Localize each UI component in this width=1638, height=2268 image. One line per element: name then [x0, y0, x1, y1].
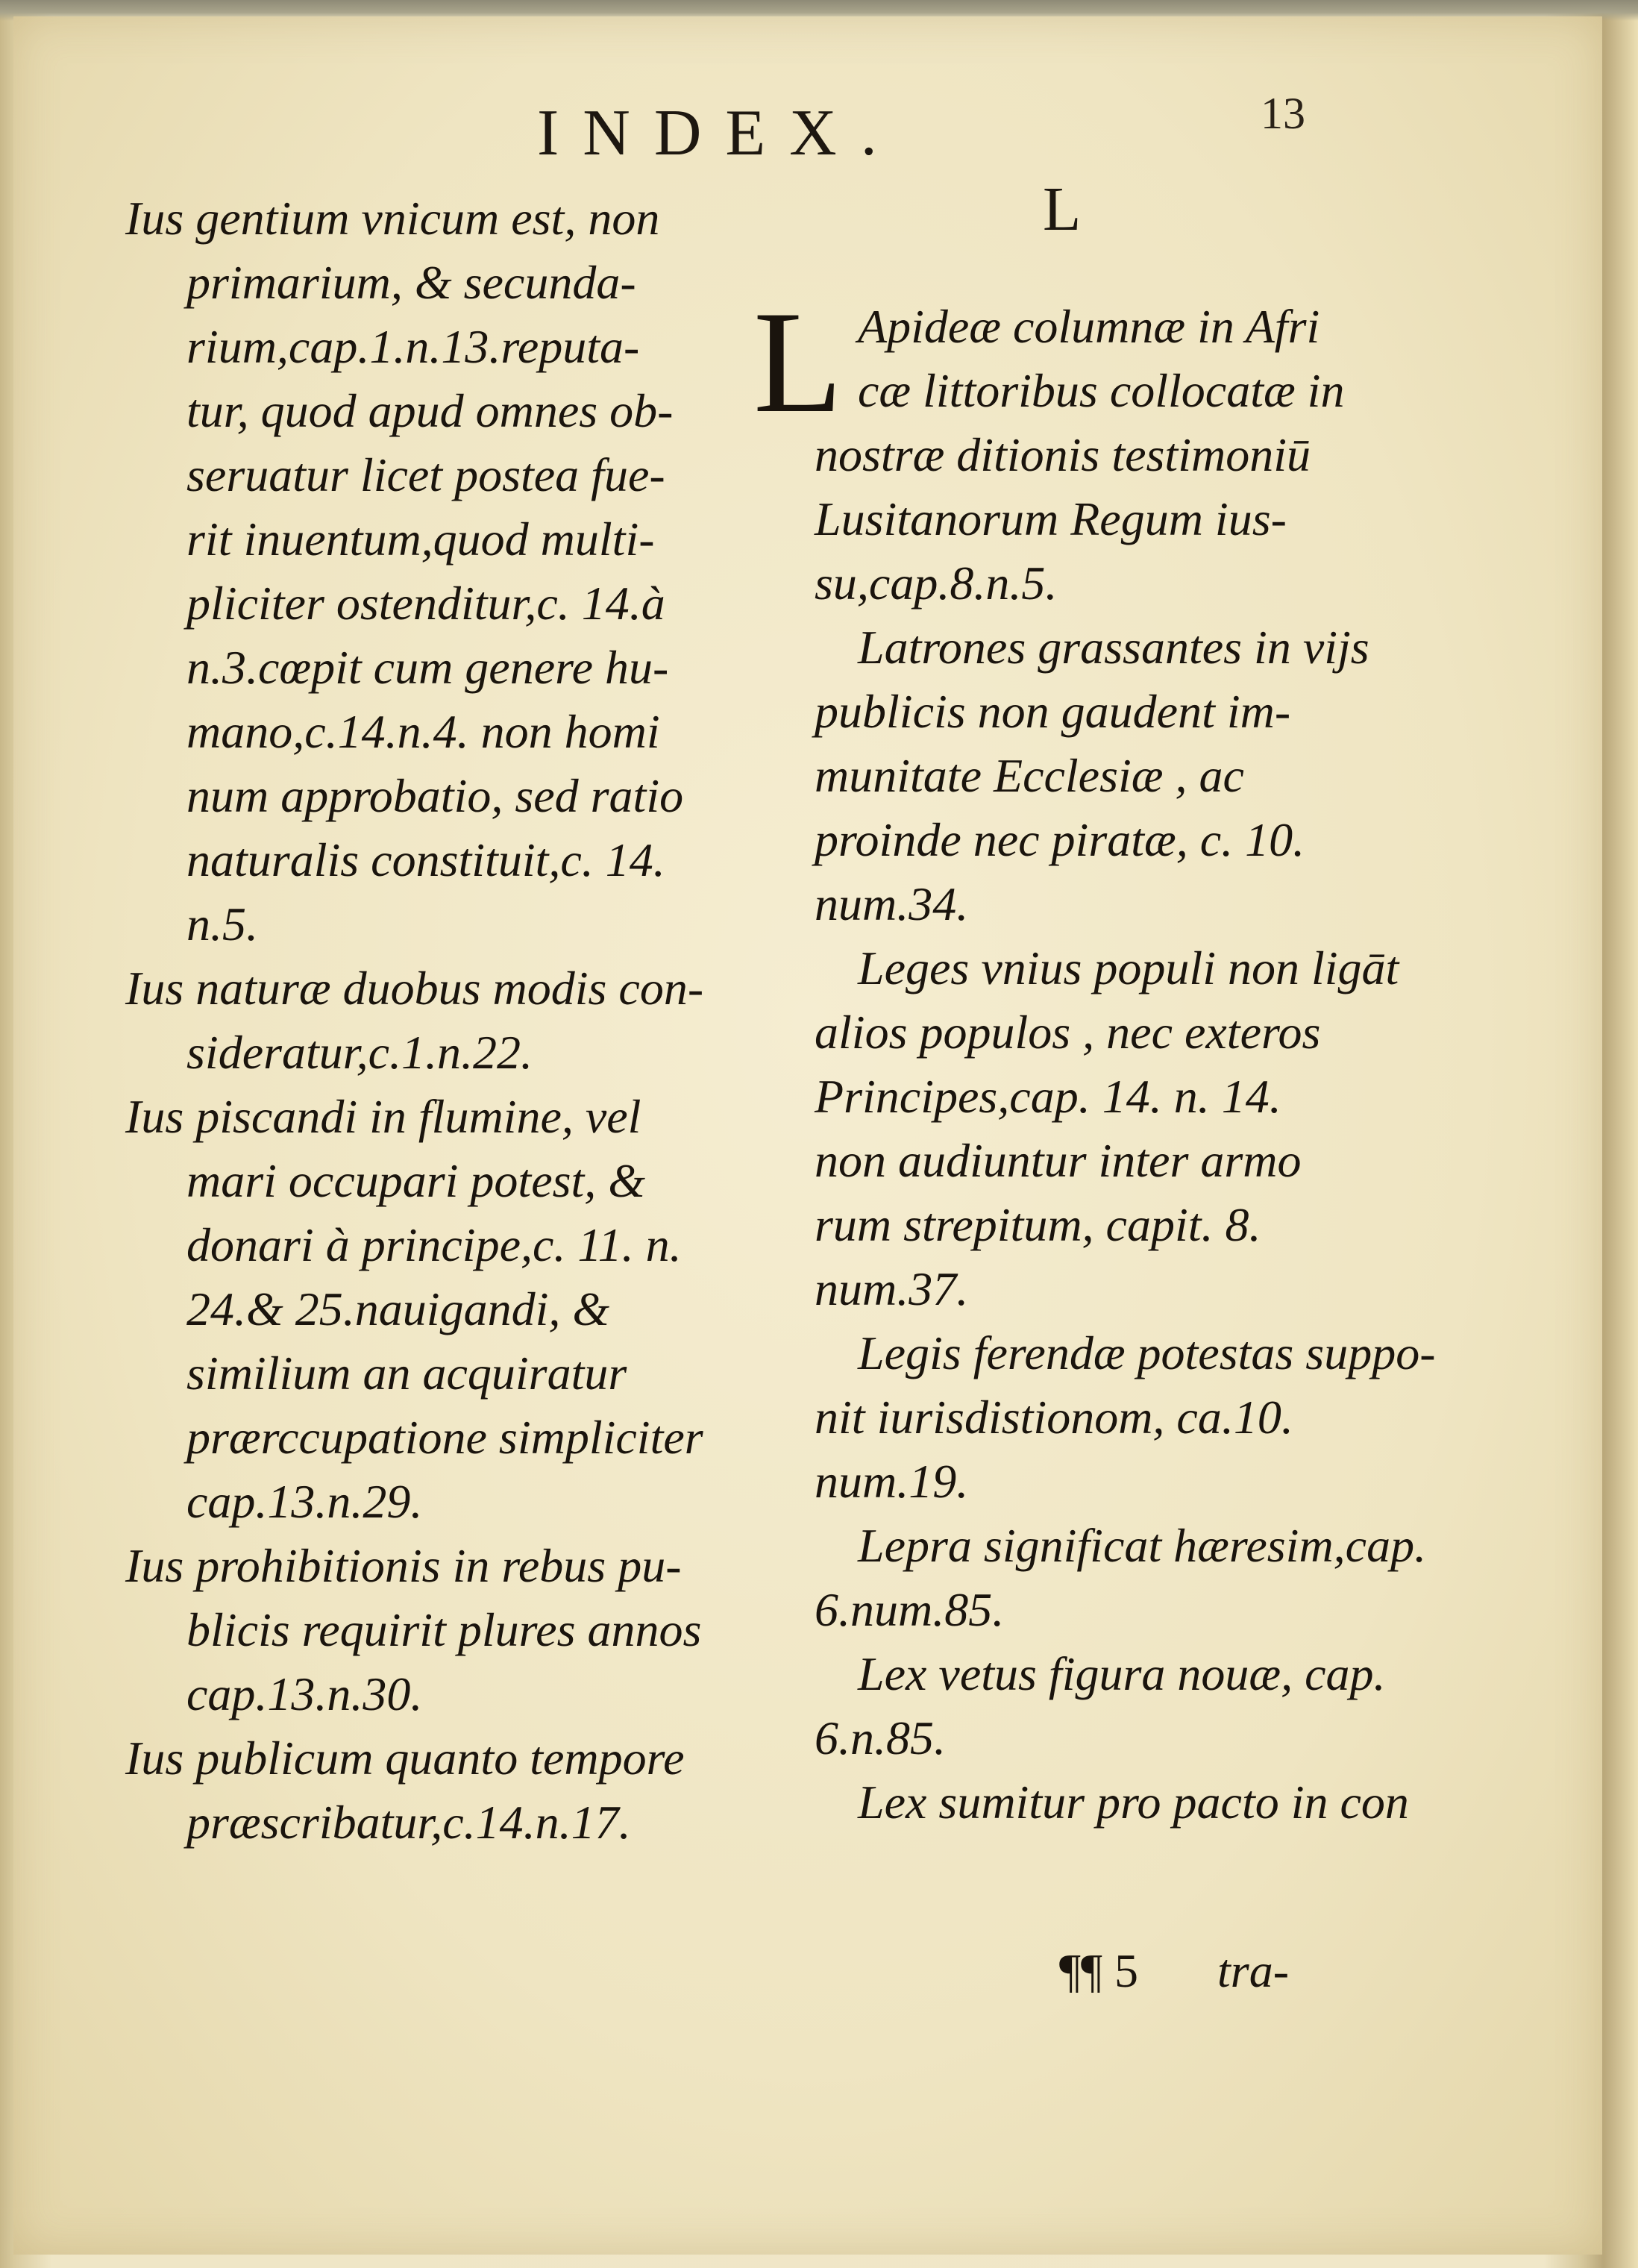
- index-line: munitate Ecclesiæ , ac: [815, 749, 1244, 802]
- index-line: Latrones grassantes in vijs: [858, 621, 1369, 674]
- index-line: alios populos , nec exteros: [815, 1006, 1321, 1059]
- index-line: rum strepitum, capit. 8.: [815, 1198, 1261, 1251]
- index-line: 6.num.85.: [815, 1583, 1005, 1636]
- index-line: Legis ferendæ potestas suppo-: [858, 1326, 1436, 1379]
- index-line: Principes,cap. 14. n. 14.: [815, 1070, 1281, 1123]
- index-line: præscribatur,c.14.n.17.: [186, 1796, 631, 1849]
- index-line: Lusitanorum Regum ius-: [815, 492, 1287, 545]
- index-line: publicis non gaudent im-: [815, 685, 1291, 738]
- index-line: num.37.: [815, 1262, 969, 1315]
- index-line: sideratur,c.1.n.22.: [186, 1026, 533, 1079]
- index-line: Lex sumitur pro pacto in con: [858, 1776, 1409, 1829]
- index-line: pliciter ostenditur,c. 14.à: [186, 577, 665, 630]
- page-footer: [1059, 1943, 1289, 1999]
- index-line: nit iurisdistionom, ca.10.: [815, 1391, 1293, 1444]
- index-line: mano,c.14.n.4. non homi: [186, 705, 660, 758]
- index-line: Lepra significat hæresim,cap.: [858, 1519, 1427, 1572]
- index-line: naturalis constituit,c. 14.: [186, 833, 665, 886]
- right-index-column: [753, 281, 1436, 1835]
- index-line: donari à principe,c. 11. n.: [186, 1218, 682, 1271]
- index-line: Ius publicum quanto tempore: [125, 1732, 685, 1785]
- index-line: rium,cap.1.n.13.reputa-: [186, 320, 640, 373]
- index-line: similium an acquiratur: [186, 1347, 627, 1400]
- signature-mark: ¶¶ 5: [1059, 1944, 1138, 1997]
- section-letter: L: [1043, 175, 1082, 244]
- index-line: seruatur licet postea fue-: [186, 448, 665, 501]
- index-line: 6.n.85.: [815, 1711, 946, 1764]
- drop-cap-letter: L: [753, 281, 843, 443]
- index-line: su,cap.8.n.5.: [815, 557, 1058, 610]
- index-line: 24.& 25.nauigandi, &: [186, 1282, 610, 1335]
- index-line: Ius naturæ duobus modis con-: [125, 962, 704, 1015]
- index-line: cæ littoribus collocatæ in: [858, 364, 1345, 417]
- index-line: Lex vetus figura nouæ, cap.: [858, 1647, 1386, 1700]
- index-line: num approbatio, sed ratio: [186, 769, 684, 822]
- index-line: cap.13.n.29.: [186, 1475, 423, 1528]
- index-line: primarium, & secunda-: [186, 256, 636, 309]
- page-header-title: INDEX.: [537, 97, 901, 169]
- index-line: Leges vnius populi non ligāt: [858, 942, 1399, 994]
- index-line: prærccupatione simpliciter: [186, 1411, 703, 1464]
- index-line: Apideæ columnæ in Afri: [858, 300, 1320, 353]
- catchword: tra-: [1217, 1944, 1289, 1997]
- index-line: tur, quod apud omnes ob-: [186, 384, 674, 437]
- index-line: nostræ ditionis testimoniū: [815, 428, 1311, 481]
- index-line: num.34.: [815, 877, 969, 930]
- index-line: Ius prohibitionis in rebus pu-: [125, 1539, 682, 1592]
- index-line: rit inuentum,quod multi-: [186, 513, 655, 566]
- index-line: Ius gentium vnicum est, non: [125, 192, 660, 245]
- index-line: blicis requirit plures annos: [186, 1603, 702, 1656]
- index-line: Ius piscandi in flumine, vel: [125, 1090, 641, 1143]
- folio-number: 13: [1261, 89, 1305, 138]
- index-line: cap.13.n.30.: [186, 1667, 423, 1720]
- drop-cap-entry: [753, 281, 1436, 1835]
- index-line: non audiuntur inter armo: [815, 1134, 1302, 1187]
- index-line: num.19.: [815, 1455, 969, 1508]
- index-line: mari occupari potest, &: [186, 1154, 646, 1207]
- index-line: n.5.: [186, 898, 258, 950]
- left-index-column: [125, 187, 722, 1855]
- index-line: n.3.cœpit cum genere hu-: [186, 641, 669, 694]
- index-line: proinde nec piratæ, c. 10.: [815, 813, 1305, 866]
